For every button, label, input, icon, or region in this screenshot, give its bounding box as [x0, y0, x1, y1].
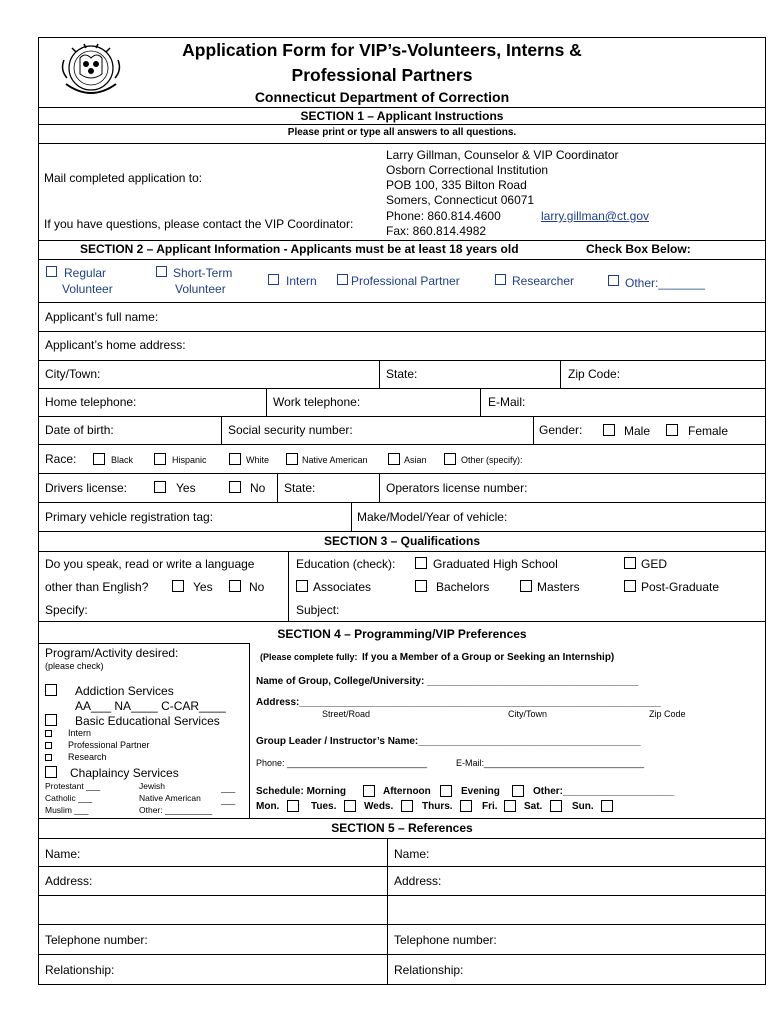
day-tue-label: Tues. — [311, 801, 337, 812]
coordinator-fax: Fax: 860.814.4982 — [386, 224, 487, 238]
race-black-label: Black — [111, 455, 134, 465]
group-note-small: (Please complete fully: — [260, 652, 358, 662]
city-caption: City/Town — [508, 709, 548, 719]
faith-catholic[interactable]: Catholic ___ — [45, 793, 93, 803]
schedule-label: Schedule: Morning — [256, 786, 346, 797]
state-seal — [58, 40, 124, 106]
section1-instruction: Please print or type all answers to all questions. — [287, 127, 517, 138]
language-no-checkbox[interactable] — [229, 580, 241, 592]
male-checkbox[interactable] — [603, 424, 615, 436]
street-caption: Street/Road — [322, 709, 371, 719]
section2-heading: SECTION 2 – Applicant Information - Applicants must be at least 18 years old — [80, 242, 519, 256]
ssn-field[interactable]: Social security number: — [228, 423, 353, 437]
regular-label-1: Regular — [64, 266, 107, 280]
researcher-label: Researcher — [512, 274, 575, 288]
work-telephone-field[interactable]: Work telephone: — [273, 395, 361, 409]
group-address-field[interactable]: Address:_________________________________________________________________ — [256, 698, 661, 708]
race-asian-label: Asian — [404, 455, 427, 465]
subject-field[interactable]: Subject: — [296, 603, 340, 617]
schedule-other-field[interactable]: Other:____________________ — [533, 786, 675, 797]
coordinator-email-link[interactable]: larry.gillman@ct.gov — [541, 209, 649, 223]
faith-muslim[interactable]: Muslim ___ — [45, 805, 89, 815]
zip-caption: Zip Code — [649, 709, 686, 719]
coordinator-address-line3: POB 100, 335 Bilton Road — [386, 178, 527, 192]
check-box-label: Check Box Below: — [586, 242, 691, 256]
evening-label: Evening — [461, 786, 500, 797]
chaplaincy-label: Chaplaincy Services — [70, 766, 179, 780]
regular-label-2: Volunteer — [62, 282, 113, 296]
race-white-label: White — [246, 455, 270, 465]
group-phone-field[interactable]: Phone: ____________________________ — [256, 758, 428, 768]
email-field[interactable]: E-Mail: — [488, 395, 526, 409]
intern-checkbox[interactable] — [268, 274, 279, 285]
addiction-label: Addiction Services — [75, 684, 174, 698]
day-thu-label: Thurs. — [422, 801, 453, 812]
date-of-birth-field[interactable]: Date of birth: — [45, 423, 114, 437]
license-yes-checkbox[interactable] — [154, 481, 166, 493]
evening-checkbox[interactable] — [512, 785, 524, 797]
ref2-relationship-field[interactable]: Relationship: — [394, 963, 464, 977]
shortterm-volunteer-checkbox[interactable] — [156, 266, 167, 277]
section5-heading: SECTION 5 – References — [331, 821, 473, 835]
faith-native-blank[interactable]: ___ — [221, 795, 236, 805]
form-title-line1: Application Form for VIP’s-Volunteers, Interns & — [182, 40, 582, 60]
ref2-telephone-field[interactable]: Telephone number: — [394, 933, 497, 947]
ged-label: GED — [641, 557, 668, 571]
day-wed-checkbox[interactable] — [401, 800, 413, 812]
vehicle-tag-field[interactable]: Primary vehicle registration tag: — [45, 510, 214, 524]
day-tue-checkbox[interactable] — [344, 800, 356, 812]
group-note-bold: If you a Member of a Group or Seeking an Internship) — [362, 652, 615, 663]
day-mon-label: Mon. — [256, 801, 280, 812]
other-type-label: Other:_______ — [625, 276, 706, 290]
mail-label: Mail completed application to: — [44, 171, 203, 185]
female-checkbox[interactable] — [666, 424, 678, 436]
coordinator-address-line1: Larry Gillman, Counselor & VIP Coordinator — [386, 148, 619, 162]
language-yes-checkbox[interactable] — [172, 580, 184, 592]
faith-protestant[interactable]: Protestant ___ — [45, 781, 101, 791]
ref1-name-field[interactable]: Name: — [45, 847, 81, 861]
morning-checkbox[interactable] — [363, 785, 375, 797]
masters-label: Masters — [537, 580, 580, 594]
race-asian-checkbox[interactable] — [388, 453, 400, 465]
group-note — [260, 648, 614, 664]
form-title-line2: Professional Partners — [291, 65, 473, 85]
day-sat-checkbox[interactable] — [550, 800, 562, 812]
associates-label: Associates — [313, 580, 372, 594]
coordinator-phone: Phone: 860.814.4600 — [386, 209, 501, 223]
license-no-checkbox[interactable] — [229, 481, 241, 493]
home-address-field[interactable]: Applicant’s home address: — [45, 338, 186, 352]
researcher-checkbox[interactable] — [495, 274, 506, 285]
zip-field[interactable]: Zip Code: — [568, 367, 621, 381]
basic-ed-checkbox[interactable] — [45, 714, 57, 726]
program-label: Program/Activity desired: — [45, 646, 179, 660]
race-other-label: Other (specify): — [461, 455, 523, 465]
city-field[interactable]: City/Town: — [45, 367, 101, 381]
drivers-license-label: Drivers license: — [45, 481, 128, 495]
license-no-label: No — [250, 481, 266, 495]
race-white-checkbox[interactable] — [229, 453, 241, 465]
questions-label: If you have questions, please contact the VIP Coordinator: — [44, 217, 354, 231]
intern-sub-label: Intern — [68, 728, 92, 738]
state-field[interactable]: State: — [386, 367, 418, 381]
section4-heading: SECTION 4 – Programming/VIP Preferences — [277, 627, 527, 641]
ref1-relationship-field[interactable]: Relationship: — [45, 963, 115, 977]
bachelors-label: Bachelors — [436, 580, 490, 594]
masters-checkbox[interactable] — [520, 580, 532, 592]
day-fri-checkbox[interactable] — [504, 800, 516, 812]
other-type-checkbox[interactable] — [608, 275, 619, 286]
day-fri-label: Fri. — [482, 801, 498, 812]
shortterm-label-2: Volunteer — [175, 282, 226, 296]
ged-checkbox[interactable] — [624, 557, 636, 569]
high-school-checkbox[interactable] — [415, 557, 427, 569]
faith-jewish-blank[interactable]: ___ — [221, 783, 236, 793]
language-question-line2: other than English? — [45, 580, 149, 594]
day-sat-label: Sat. — [524, 801, 543, 812]
shortterm-label-1: Short-Term — [173, 266, 233, 280]
section1-heading: SECTION 1 – Applicant Instructions — [300, 109, 504, 123]
bachelors-checkbox[interactable] — [415, 580, 427, 592]
regular-volunteer-checkbox[interactable] — [46, 266, 57, 277]
day-thu-checkbox[interactable] — [460, 800, 472, 812]
research-sub-checkbox[interactable] — [45, 754, 52, 761]
intern-label: Intern — [286, 274, 317, 288]
afternoon-checkbox[interactable] — [440, 785, 452, 797]
education-label: Education (check): — [296, 557, 396, 571]
group-leader-field[interactable]: Group Leader / Instructor’s Name:________________________________________ — [256, 736, 641, 747]
aa-na-ccar-line[interactable]: AA___ NA____ C-CAR____ — [75, 699, 226, 713]
section3-heading: SECTION 3 – Qualifications — [323, 534, 481, 548]
ref2-address-field[interactable]: Address: — [394, 874, 442, 888]
coordinator-address-line2: Osborn Correctional Institution — [386, 163, 549, 177]
day-sun-label: Sun. — [572, 801, 594, 812]
race-native-label: Native American — [302, 455, 368, 465]
ref1-telephone-field[interactable]: Telephone number: — [45, 933, 148, 947]
addiction-checkbox[interactable] — [45, 684, 57, 696]
partner-sub-checkbox[interactable] — [45, 742, 52, 749]
male-label: Male — [624, 424, 651, 438]
language-no-label: No — [249, 580, 265, 594]
race-native-checkbox[interactable] — [286, 453, 298, 465]
please-check-note: (please check) — [45, 661, 104, 671]
postgrad-label: Post-Graduate — [641, 580, 720, 594]
group-name-field[interactable]: Name of Group, College/University: ______________________________________ — [256, 676, 639, 687]
associates-checkbox[interactable] — [296, 580, 308, 592]
partner-sub-label: Professional Partner — [68, 740, 150, 750]
faith-jewish[interactable]: Jewish — [139, 781, 165, 791]
race-hispanic-checkbox[interactable] — [154, 453, 166, 465]
partner-label: Professional Partner — [351, 274, 460, 288]
intern-sub-checkbox[interactable] — [45, 730, 52, 737]
day-sun-checkbox[interactable] — [601, 800, 613, 812]
vehicle-make-field[interactable]: Make/Model/Year of vehicle: — [357, 510, 508, 524]
partner-checkbox[interactable] — [337, 274, 348, 285]
race-other-checkbox[interactable] — [444, 453, 456, 465]
race-hispanic-label: Hispanic — [172, 455, 207, 465]
license-state-field[interactable]: State: — [284, 481, 316, 495]
female-label: Female — [688, 424, 729, 438]
basic-ed-label: Basic Educational Services — [75, 714, 220, 728]
group-email-field[interactable]: E-Mail:________________________________ — [456, 758, 645, 768]
day-wed-label: Weds. — [364, 801, 394, 812]
language-yes-label: Yes — [193, 580, 213, 594]
race-black-checkbox[interactable] — [93, 453, 105, 465]
ref2-name-field[interactable]: Name: — [394, 847, 430, 861]
day-mon-checkbox[interactable] — [287, 800, 299, 812]
ref1-address-field[interactable]: Address: — [45, 874, 93, 888]
gender-label: Gender: — [539, 423, 583, 437]
language-question-line1: Do you speak, read or write a language — [45, 557, 255, 571]
operators-license-field[interactable]: Operators license number: — [386, 481, 528, 495]
coordinator-address-line4: Somers, Connecticut 06071 — [386, 193, 535, 207]
faith-other[interactable]: Other: __________ — [139, 805, 213, 815]
faith-native[interactable]: Native American — [139, 793, 201, 803]
race-label: Race: — [45, 452, 77, 466]
specify-field[interactable]: Specify: — [45, 603, 88, 617]
chaplaincy-checkbox[interactable] — [45, 766, 57, 778]
research-sub-label: Research — [68, 752, 107, 762]
home-telephone-field[interactable]: Home telephone: — [45, 395, 137, 409]
license-yes-label: Yes — [176, 481, 196, 495]
department-name: Connecticut Department of Correction — [254, 89, 510, 105]
afternoon-label: Afternoon — [383, 786, 431, 797]
full-name-field[interactable]: Applicant’s full name: — [45, 310, 159, 324]
postgrad-checkbox[interactable] — [624, 580, 636, 592]
high-school-label: Graduated High School — [433, 557, 558, 571]
